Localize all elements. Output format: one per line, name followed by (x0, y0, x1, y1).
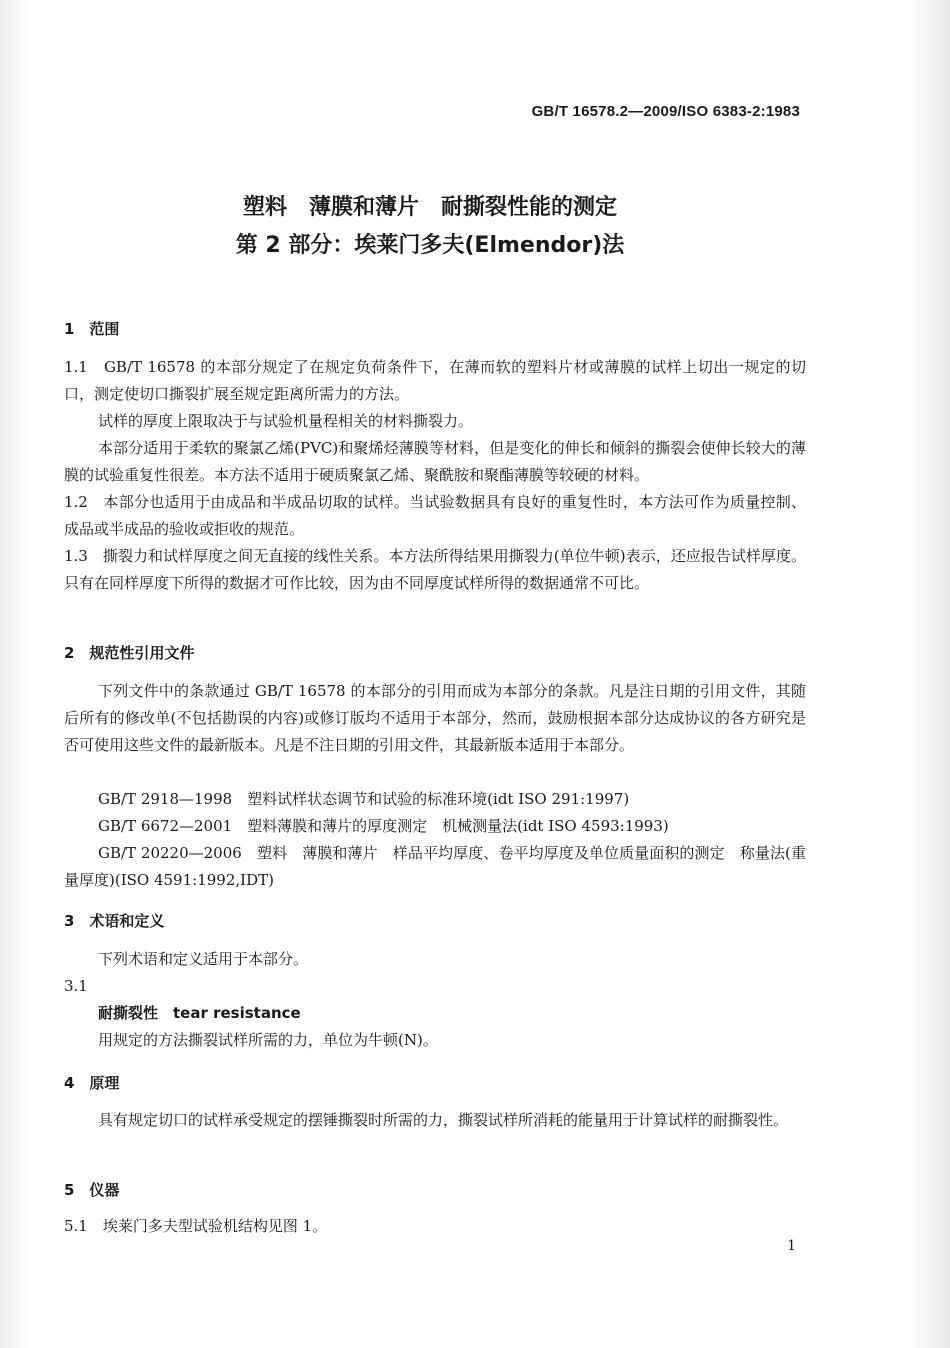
section-2-heading: 2 规范性引用文件 (64, 644, 195, 662)
reference-2: GB/T 6672—2001 塑料薄膜和薄片的厚度测定 机械测量法(idt ISO 4593:1993) (98, 817, 669, 835)
document-title-line2: 第 2 部分：埃莱门多夫(Elmendor)法 (235, 233, 625, 258)
reference-3: GB/T 20220—2006 塑料 薄膜和薄片 样品平均厚度、卷平均厚度及单位质量面积的测定 称量法(重量厚度)(ISO 4591:1992,IDT) (64, 844, 806, 889)
page-number: 1 (787, 1238, 796, 1254)
section-4-heading: 4 原理 (64, 1074, 120, 1092)
document-title-line1: 塑料 薄膜和薄片 耐撕裂性能的测定 (242, 195, 617, 220)
section-3-intro: 下列术语和定义适用于本部分。 (98, 950, 309, 968)
section-1-heading: 1 范围 (64, 320, 120, 338)
clause-1-2: 1.2 本部分也适用于由成品和半成品切取的试样。当试验数据具有良好的重复性时，本方法可作为质量控制、成品或半成品的验收或拒收的规范。 (64, 493, 806, 538)
section-4-text: 具有规定切口的试样承受规定的摆锤撕裂时所需的力，撕裂试样所消耗的能量用于计算试样的耐撕裂性。 (98, 1111, 789, 1129)
reference-1: GB/T 2918—1998 塑料试样状态调节和试验的标准环境(idt ISO 291:1997) (98, 790, 630, 808)
clause-1-1-thickness: 试样的厚度上限取决于与试验机量程相关的材料撕裂力。 (98, 412, 474, 430)
clause-5-1: 5.1 埃莱门多夫型试验机结构见图 1。 (64, 1217, 328, 1235)
clause-1-1-scope: 本部分适用于柔软的聚氯乙烯(PVC)和聚烯烃薄膜等材料，但是变化的伸长和倾斜的撕裂会使伸长较大的薄膜的试验重复性很差。本方法不适用于硬质聚氯乙烯、聚酰胺和聚酯薄膜等较硬的材料。 (64, 439, 806, 484)
section-2-intro: 下列文件中的条款通过 GB/T 16578 的本部分的引用而成为本部分的条款。凡是注日期的引用文件，其随后所有的修改单(不包括勘误的内容)或修订版均不适用于本部分，然而，鼓励根据本部分达成协议的各方研究是否可使用这些文件的最新版本。凡是不注日期的引用文件，其最新版本适用于本部分。 (64, 682, 806, 754)
clause-3-1-number: 3.1 (64, 977, 88, 995)
term-tear-resistance: 耐撕裂性 tear resistance (98, 1004, 301, 1022)
term-definition: 用规定的方法撕裂试样所需的力，单位为牛顿(N)。 (98, 1031, 438, 1049)
clause-1-3: 1.3 撕裂力和试样厚度之间无直接的线性关系。本方法所得结果用撕裂力(单位牛顿)表示，还应报告试样厚度。只有在同样厚度下所得的数据才可作比较，因为由不同厚度试样所得的数据通常不可比。 (64, 547, 806, 592)
standard-code: GB/T 16578.2—2009/ISO 6383-2:1983 (531, 103, 800, 120)
clause-1-1: 1.1 GB/T 16578 的本部分规定了在规定负荷条件下，在薄而软的塑料片材或薄膜的试样上切出一规定的切口，测定使切口撕裂扩展至规定距离所需力的方法。 (64, 358, 806, 403)
section-5-heading: 5 仪器 (64, 1181, 120, 1199)
section-3-heading: 3 术语和定义 (64, 912, 165, 930)
